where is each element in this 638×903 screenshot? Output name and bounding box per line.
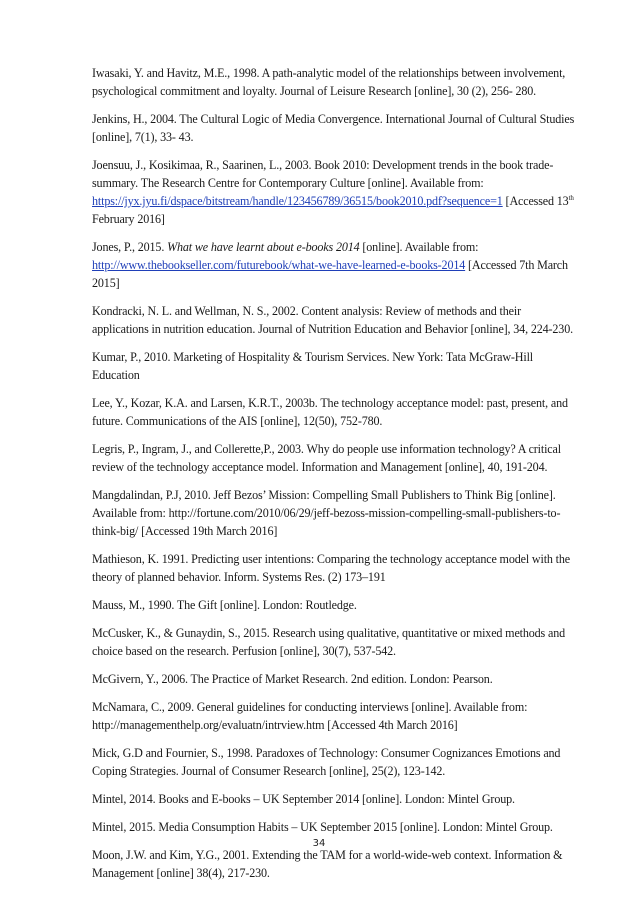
- reference-kumar: Kumar, P., 2010. Marketing of Hospitality & Tourism Services. New York: Tata McGraw-Hill Education: [92, 350, 533, 382]
- reference-link-jones[interactable]: http://www.thebookseller.com/futurebook/what-we-have-learned-e-books-2014: [92, 258, 466, 272]
- reference-mcgivern: McGivern, Y., 2006. The Practice of Market Research. 2nd edition. London: Pearson.: [92, 672, 493, 686]
- reference-list: [92, 64, 580, 892]
- reference-title-italic: What we have learnt about e-books 2014: [167, 240, 360, 254]
- reference-mcnamara: McNamara, C., 2009. General guidelines for conducting interviews [online]. Available from: http://managementhelp.org/evaluatn/intrview.htm [Accessed 4th March 2016]: [92, 700, 528, 732]
- reference-text: Joensuu, J., Kosikimaa, R., Saarinen, L., 2003. Book 2010: Development trends in the book trade-summary. The Research Centre for Contemporary Culture [online]. Available from:: [92, 158, 554, 190]
- reference-jenkins: Jenkins, H., 2004. The Cultural Logic of Media Convergence. International Journal of Cultural Studies [online], 7(1), 33- 43.: [92, 112, 575, 144]
- reference-accessed: [Accessed 7th March 2015]: [92, 258, 568, 290]
- reference-jones: [92, 238, 580, 292]
- reference-accessed: [Accessed 13: [502, 194, 569, 208]
- reference-iwasaki: Iwasaki, Y. and Havitz, M.E., 1998. A path-analytic model of the relationships between involvement, psychological commitment and loyalty. Journal of Leisure Research [online], 30 (2), 256- 280.: [92, 66, 566, 98]
- reference-mintel-2014: Mintel, 2014. Books and E-books – UK September 2014 [online]. London: Mintel Group.: [92, 792, 515, 806]
- reference-superscript: th: [568, 193, 574, 202]
- reference-mauss: Mauss, M., 1990. The Gift [online]. London: Routledge.: [92, 598, 357, 612]
- reference-mangdalindan: Mangdalindan, P.J, 2010. Jeff Bezos’ Mission: Compelling Small Publishers to Think Big [online]. Available from: http://fortune.com/2010/06/29/jeff-bezoss-mission-compelling-small-publishers-to-think-big/ [Accessed 19th March 2016]: [92, 488, 561, 538]
- reference-kondracki: Kondracki, N. L. and Wellman, N. S., 2002. Content analysis: Review of methods and their applications in nutrition education. Journal of Nutrition Education and Behavior [online], 34, 224-230.: [92, 304, 573, 336]
- reference-text: [online]. Available from:: [359, 240, 479, 254]
- reference-lee: Lee, Y., Kozar, K.A. and Larsen, K.R.T., 2003b. The technology acceptance model: past, present, and future. Communications of the AIS [online], 12(50), 752-780.: [92, 396, 568, 428]
- reference-joensuu: [92, 156, 580, 228]
- reference-accessed-end: February 2016]: [92, 212, 165, 226]
- reference-mintel-2015: Mintel, 2015. Media Consumption Habits – UK September 2015 [online]. London: Mintel Group.: [92, 820, 553, 834]
- reference-mick: Mick, G.D and Fournier, S., 1998. Paradoxes of Technology: Consumer Cognizances Emotions and Coping Strategies. Journal of Consumer Research [online], 25(2), 123-142.: [92, 746, 561, 778]
- reference-moon: Moon, J.W. and Kim, Y.G., 2001. Extending the TAM for a world-wide-web context. Information & Management [online] 38(4), 217-230.: [92, 848, 563, 880]
- page-number: 34: [312, 838, 326, 849]
- reference-link-joensuu[interactable]: https://jyx.jyu.fi/dspace/bitstream/handle/123456789/36515/book2010.pdf?sequence=1: [92, 194, 503, 208]
- reference-text: Jones, P., 2015.: [92, 240, 168, 254]
- reference-mccusker: McCusker, K., & Gunaydin, S., 2015. Research using qualitative, quantitative or mixed methods and choice based on the research. Perfusion [online], 30(7), 537-542.: [92, 626, 565, 658]
- reference-legris: Legris, P., Ingram, J., and Collerette,P., 2003. Why do people use information technology? A critical review of the technology acceptance model. Information and Management [online], 40, 191-204.: [92, 442, 561, 474]
- reference-mathieson: Mathieson, K. 1991. Predicting user intentions: Comparing the technology acceptance model with the theory of planned behavior. Inform. Systems Res. (2) 173–191: [92, 552, 571, 584]
